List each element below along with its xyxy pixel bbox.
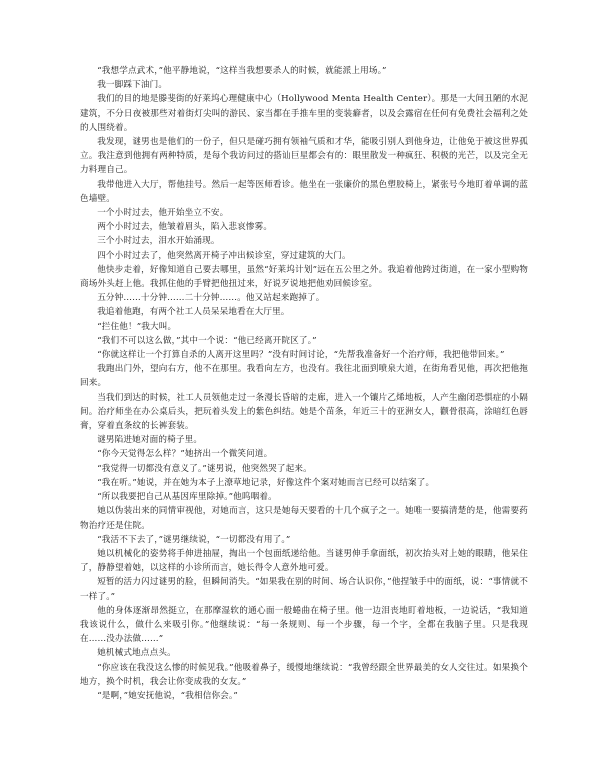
paragraph: “我们不可以这么做，”其中一个说：“他已经离开院区了。” <box>97 335 317 346</box>
paragraph: 我追着他跑，有两个社工人员呆呆地看在大厅里。 <box>97 307 290 318</box>
paragraph: 三个小时过去，泪水开始涌现。 <box>97 236 220 247</box>
paragraph: “你就这样让一个打算自杀的人离开这里吗？”没有时间讨论，“先帮我准备好一个治疗师，我把他带回来。” <box>97 350 505 361</box>
paragraph: 我一脚踩下油门。 <box>97 80 168 91</box>
paragraph: “我在听。”她说，并在她为本子上潦草地记录，好像这件个案对她而言已经可以结案了。 <box>97 477 435 488</box>
paragraph: “所以我要把自己从基因库里除掉。”他呜咽着。 <box>97 492 277 503</box>
paragraph: 我跑出门外，望向右方，他不在那里。我看向左方，也没有。我往北面到喷泉大道，在街角看见他，再次把他拖回来。 <box>80 364 528 389</box>
paragraph: 她以伪装出来的同情审视他，对她而言，这只是她每天要看的十几个疯子之一。她唯一要搞清楚的是，他需要药物治疗还是住院。 <box>80 506 528 531</box>
paragraph: 一个小时过去，他开始坐立不安。 <box>97 208 229 219</box>
paragraph: 她机械式地点点头。 <box>97 648 176 659</box>
body-text <box>80 64 528 703</box>
paragraph: 两个小时过去，他皱着眉头，陷入悲哀惨雾。 <box>97 222 273 233</box>
paragraph: 短暂的活力闪过谜男的脸，但瞬间消失。“如果我在别的时间、场合认识你，”他捏皱手中的面纸，说：“事情就不一样了。” <box>80 577 528 602</box>
paragraph: 当我们到达的时候，社工人员领他走过一条漫长昏暗的走廊，进入一个镶片乙烯地板，人产生幽闭恐惧症的小隔间。治疗师坐在办公桌后头，把玩着头发上的紫色纠结。她是个苗条，年近三十的亚洲女人，颧骨很高，涂暗红色唇膏，穿着直条纹的长裤套装。 <box>80 392 528 432</box>
paragraph: 我们的目的地是滕斐街的好莱坞心理健康中心（Hollywood Menta Health Center）。那是一大间丑陋的水泥建筑，不分日夜被那些对着街灯尖叫的游民、家当都在手推车里的变装癖者，以及会露宿在任何有免费社会福利之处的人围绕着。 <box>80 94 528 133</box>
paragraph: 他的身体逐渐昂然挺立，在那摩湿软的通心面一般蜷曲在椅子里。他一边泪丧地盯着地板，一边说话，“我知道我该说什么，做什么来吸引你。”他继续说：“每一条规则、每一个步骤，每一个字，全都在我脑子里。只是我现在……没办法做……” <box>80 605 528 645</box>
paragraph: 他快步走着，好像知道自己要去哪里，虽然“好莱坞计划”远在五公里之外。我追着他跨过街道，在一家小型购物商场外头赶上他。我抓住他的手臂把他扭过来，好说歹说地把他劝回候诊室。 <box>80 264 528 290</box>
paragraph: 谜男陷进她对面的椅子里。 <box>97 435 203 446</box>
paragraph: 我发现，谜男也是他们的一份子，但只是碰巧拥有领袖气质和才华，能吸引别人到他身边，让他免于被这世界孤立。我注意到他拥有两种特质，是每个我访问过的搭讪巨星都会有的：眼里散发一种疯狂、积极的光芒，以及完全无力料理自己。 <box>80 137 528 176</box>
paragraph: “我活不下去了，”谜男继续说，“一切都没有用了。” <box>97 534 291 545</box>
paragraph: 四个小时过去了，他突然离开椅子冲出候诊室，穿过建筑的大门。 <box>97 250 351 261</box>
paragraph: “拦住他！”我大叫。 <box>97 321 177 332</box>
paragraph: “你应该在我没这么惨的时候见我。”他吸着鼻子，缓慢地继续说：“我曾经跟全世界最美的女人交往过。如果换个地方，换个时机，我会让你变成我的女友。” <box>80 662 528 687</box>
paragraph: 我带他进入大厅，帮他挂号。然后一起等医师看诊。他坐在一张廉价的黑色塑胶椅上，紧张号今地盯着单调的蓝色墙壁。 <box>80 179 528 204</box>
paragraph: 她以机械化的姿势将手伸进抽屉，掏出一个包面纸递给他。当谜男伸手拿面纸，初次抬头对上她的眼睛，他呆住了，静静望着她，以这样的小诊所而言，她长得令人意外地可爱。 <box>80 548 528 574</box>
paragraph: “是啊，”她安抚他说，“我相信你会。” <box>97 690 238 701</box>
paragraph: 五分钟……十分钟……二十分钟……。他又站起来跑掉了。 <box>97 293 325 304</box>
paragraph: “我想学点武术，”他平静地说，“这样当我想要杀人的时候，就能派上用场。” <box>97 66 387 76</box>
paragraph: “你今天觉得怎么样？”她挤出一个微笑问道。 <box>97 449 273 460</box>
paragraph: “我觉得一切都没有意义了。”谜男说，他突然哭了起来。 <box>97 463 312 474</box>
